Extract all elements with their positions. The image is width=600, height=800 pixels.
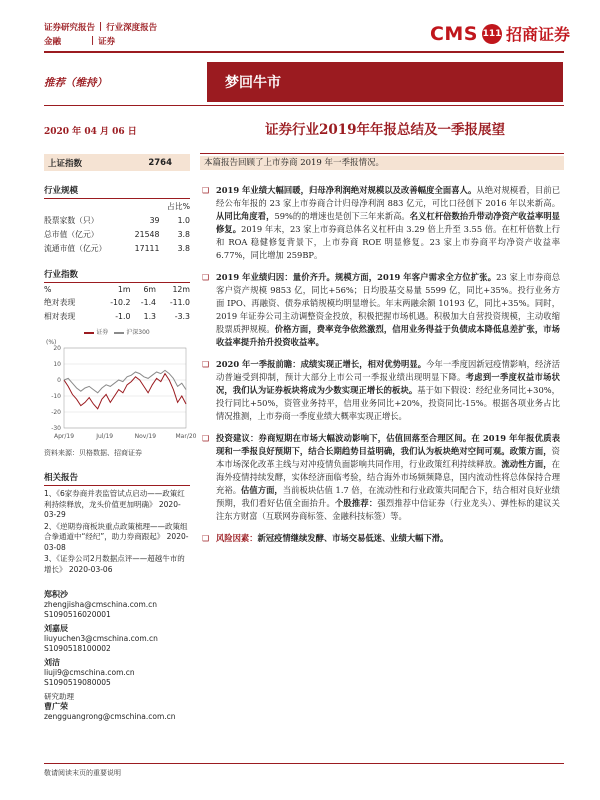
point-2 bbox=[200, 271, 560, 349]
bullet-icon: ❑ bbox=[202, 434, 210, 443]
table-row bbox=[44, 295, 190, 309]
summary-divider bbox=[200, 153, 564, 154]
index-value: 2764 bbox=[148, 157, 172, 168]
bullet-icon: ❑ bbox=[202, 360, 210, 369]
row-label: 相对表现 bbox=[44, 311, 76, 321]
point-emphasis: 估值方面， bbox=[241, 485, 283, 495]
assistant-name: 曹广荣 bbox=[44, 702, 68, 711]
sidebar bbox=[44, 154, 197, 576]
col-header: 1m bbox=[117, 284, 131, 294]
row-value: -1.4 bbox=[140, 297, 157, 307]
report-date: 2020 年 04 月 06 日 bbox=[44, 127, 137, 137]
y-tick-label: -10 bbox=[51, 393, 61, 400]
banner-title: 梦回牛市 bbox=[225, 75, 281, 91]
industry-title: 行业规模 bbox=[44, 184, 190, 199]
row-value: 21548 bbox=[134, 229, 160, 239]
title-banner bbox=[207, 62, 563, 102]
cms-logo bbox=[430, 22, 570, 45]
point-emphasis: 价格方面，费率竞争依然激烈，信用业务得益于负债成本降低息差扩张，市场收益率提升抬升投资收益率。 bbox=[216, 324, 560, 347]
row-value: 1.3 bbox=[143, 311, 157, 321]
point-text: 23 家上市券商总客户资产规模 9853 亿，同比+56%；日均股基交易量 5599 亿，同比+35%。投行业务方面 IPO、再融资、债券承销规模均明显增长。年末两融余额 10193 亿，同比+35%。同时，2019 年证券公司主动调整资金投放，积极把握市场机遇。积极加大自营投资规模，主动收缩股票质押规模。 bbox=[216, 272, 560, 334]
point-3 bbox=[200, 358, 560, 423]
related-title: 相关报告 bbox=[44, 471, 190, 486]
point-text: 强烈推荐中信证券（行业龙头）、弹性标的建议关注东方财富（互联网券商标签、金融科技标签）等。 bbox=[216, 498, 560, 521]
row-label: 流通市值（亿元） bbox=[44, 243, 107, 253]
legend-label: 证券 bbox=[96, 329, 109, 336]
subsector: 证券 bbox=[98, 37, 116, 47]
table-header bbox=[44, 283, 190, 295]
point-text: 当前板块估值 1.7 倍，在流动性和行业政策共同配合下，结合相对良好业绩预期，我们看好估值全面抬升。 bbox=[216, 485, 560, 508]
related-reports bbox=[44, 489, 190, 575]
related-item: 2、《逆期券商板块重点政策梳理——政策组合拳通道中“经纪”，助力券商跟起》 2020-03-08 bbox=[44, 521, 189, 552]
performance-chart bbox=[44, 336, 197, 442]
analyst-email: liuji9@cmschina.com.cn bbox=[44, 668, 135, 677]
row-value: -3.3 bbox=[174, 311, 190, 321]
point-emphasis: 个股推荐： bbox=[334, 498, 378, 508]
analyst-list bbox=[44, 586, 190, 722]
y-tick-label: -30 bbox=[51, 425, 61, 432]
row-label: 总市值（亿元） bbox=[44, 229, 99, 239]
header-divider bbox=[44, 51, 564, 53]
row-value: 17111 bbox=[134, 243, 160, 253]
legend-item bbox=[84, 327, 108, 336]
summary: 本篇报告回顾了上市券商 2019 年一季报情况。 bbox=[200, 156, 564, 170]
point-emphasis: 流动性方面， bbox=[501, 459, 552, 469]
chart-legend bbox=[44, 327, 190, 336]
row-pct: 3.8 bbox=[177, 243, 190, 253]
risk-text: 新冠疫情继续发酵、市场交易低迷、业绩大幅下滑。 bbox=[257, 533, 449, 543]
row-value: -11.0 bbox=[169, 297, 190, 307]
analyst-email: liuyuchen3@cmschina.com.cn bbox=[44, 634, 158, 643]
point-text: 资本市场深化改革主线与对冲疫情负面影响共同作用，行业政策红利持续释放。 bbox=[216, 446, 560, 469]
x-tick-label: Apr/19 bbox=[53, 433, 75, 440]
y-unit-label: (%) bbox=[46, 339, 57, 346]
logo-latin: CMS bbox=[429, 22, 478, 45]
point-text: 今年一季度因新冠疫情影响，经济活动普遍受到抑制，预计大部分上市公司一季报业绩出现明显下降。 bbox=[216, 359, 560, 382]
row-value: 39 bbox=[149, 215, 160, 225]
industry-table bbox=[44, 199, 190, 255]
x-tick-label: Mar/20 bbox=[175, 433, 197, 440]
chart-source: 资料来源：贝格数据、招商证券 bbox=[44, 449, 142, 457]
analyst-id: S1090516020001 bbox=[44, 610, 111, 619]
sector: 金融 bbox=[44, 37, 62, 47]
point-lead: 2020 年一季报前瞻：成绩实现正增长，相对优势明显。 bbox=[216, 359, 427, 369]
col-header: % bbox=[44, 284, 52, 294]
footer-note: 敬请阅读末页的重要说明 bbox=[44, 769, 121, 777]
point-lead: 投资建议：券商短期在市场大幅波动影响下，估值回落至合理区间。在 2019 年年报优质表现和一季报良好预期下，结合长期趋势目益明确，我们认为板块绝对空间可观。 bbox=[216, 433, 560, 456]
point-text: 2019 年末，23 家上市券商总体名义杠杆由 3.29 倍上升至 3.55 倍。在杠杆倍数上行和 ROA 稳健修复背景下，上市券商 ROE 明显修复。23 家上市券商平均净资产收益率 6.77%，同比增加 259BP。 bbox=[216, 224, 560, 260]
table-row bbox=[44, 227, 190, 241]
related-item: 1、《6家券商并表监管试点启动——政策红利持续释放，龙头价值更加明确》 2020-03-29 bbox=[44, 489, 185, 519]
footer-divider bbox=[44, 763, 564, 764]
report-type: 证券研究报告 bbox=[44, 23, 96, 33]
assistant-role: 研究助理 bbox=[44, 692, 74, 701]
point-text: 在海外疫情持续发酵，实体经济面临考验，结合海外市场频频降息，国内流动性将总体保持合理充裕。 bbox=[216, 459, 560, 495]
row-value: -10.2 bbox=[110, 297, 131, 307]
bullet-icon: ❑ bbox=[202, 534, 210, 543]
point-text: 基于如下假设：经纪业务同比+30%，投行同比+50%，资管业务持平，信用业务同比+20%，投资同比-15%。根据各项业务占比情况推测，上市券商一季度业绩大概率实现正增长。 bbox=[216, 385, 560, 421]
table-row bbox=[44, 241, 190, 255]
index-box bbox=[44, 154, 190, 171]
x-tick-label: Jul/19 bbox=[96, 433, 114, 440]
risk-lead: 风险因素： bbox=[216, 533, 258, 543]
x-tick-label: Nov/19 bbox=[134, 433, 157, 440]
report-title: 证券行业2019年年报总结及一季报展望 bbox=[264, 122, 506, 138]
row-value: -1.0 bbox=[115, 311, 131, 321]
analyst-name: 刘嘉辰 bbox=[44, 624, 68, 633]
row-label: 股票家数（只） bbox=[44, 215, 99, 225]
row-pct: 1.0 bbox=[177, 215, 190, 225]
legend-item bbox=[114, 327, 149, 336]
logo-emblem-icon: 111 bbox=[482, 24, 502, 44]
banner-divider bbox=[44, 105, 564, 106]
related-item: 3、《证券公司2月数据点评——超越牛市的增长》 2020-03-06 bbox=[44, 554, 185, 574]
point-lead: 2019 年业绩大幅回暖，归母净利润绝对规模以及改善幅度全面喜人。 bbox=[216, 185, 477, 195]
analyst-name: 郑积沙 bbox=[44, 590, 68, 599]
report-subtype: 行业深度报告 bbox=[106, 23, 158, 33]
point-risk bbox=[200, 532, 560, 545]
industry-header-pct: 占比% bbox=[166, 201, 190, 211]
y-tick-label: 10 bbox=[53, 361, 61, 368]
point-1 bbox=[200, 184, 560, 262]
row-label: 绝对表现 bbox=[44, 297, 76, 307]
row-pct: 3.8 bbox=[177, 229, 190, 239]
point-emphasis: 从同比角度看， bbox=[216, 211, 275, 221]
point-text: 59%的的增速也是创下三年来新高。 bbox=[274, 211, 410, 221]
analyst-id: S1090519080005 bbox=[44, 678, 111, 687]
point-emphasis: 名义杠杆倍数抬升带动净资产收益率明显修复。 bbox=[216, 211, 560, 234]
analyst-id: S1090518100002 bbox=[44, 644, 111, 653]
table-row bbox=[44, 213, 190, 227]
legend-label: 沪深300 bbox=[126, 329, 150, 336]
main-content bbox=[200, 184, 560, 554]
analyst-email: zhengjisha@cmschina.com.cn bbox=[44, 600, 158, 609]
y-tick-label: 0 bbox=[57, 377, 61, 384]
point-emphasis: 政策方面， bbox=[509, 446, 552, 456]
col-header: 6m bbox=[143, 284, 157, 294]
point-lead: 2019 年业绩归因：量价齐升。规模方面，2019 年客户需求全方位扩张。 bbox=[216, 272, 497, 282]
y-tick-label: -20 bbox=[51, 409, 61, 416]
bullet-icon: ❑ bbox=[202, 273, 210, 282]
col-header: 12m bbox=[172, 284, 190, 294]
report-category: 证券研究报告 | 行业深度报告 金融 | 证券 bbox=[44, 22, 158, 47]
index-label: 上证指数 bbox=[48, 158, 83, 169]
bullet-icon: ❑ bbox=[202, 186, 210, 195]
analysts bbox=[44, 590, 190, 722]
analyst-name: 刘洁 bbox=[44, 658, 60, 667]
point-emphasis: 考虑到一季度权益市场状况，我们认为证券板块将成为少数实现正增长的板块。 bbox=[216, 372, 560, 395]
perf-table bbox=[44, 283, 190, 323]
point-4 bbox=[200, 432, 560, 523]
assistant-email: zengguangrong@cmschina.com.cn bbox=[44, 712, 176, 721]
point-text: 从绝对规模看，目前已经公布年报的 23 家上市券商合计归母净利润 883 亿元，可比口径创下 2016 年以来新高。 bbox=[216, 185, 560, 208]
table-row bbox=[44, 309, 190, 323]
y-tick-label: 20 bbox=[53, 345, 61, 352]
perf-title: 行业指数 bbox=[44, 268, 190, 283]
logo-chinese: 招商证券 bbox=[505, 25, 570, 44]
rating: 推荐（维持） bbox=[44, 77, 107, 89]
